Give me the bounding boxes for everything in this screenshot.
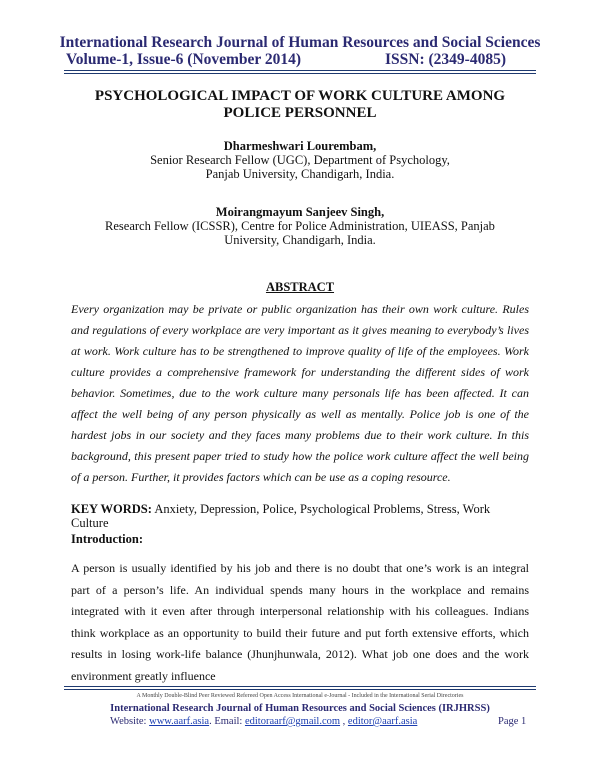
header-divider <box>64 70 536 74</box>
email-separator: , <box>340 716 348 727</box>
page-number: Page 1 <box>498 716 527 727</box>
keywords-text: Anxiety, Depression, Police, Psychological Problems, Stress, Work Culture <box>71 502 491 530</box>
email-label: . Email: <box>209 716 245 727</box>
paper-title-line-1: PSYCHOLOGICAL IMPACT OF WORK CULTURE AMONG <box>94 88 506 104</box>
paper-title-line-2: POLICE PERSONNEL <box>223 105 377 121</box>
author-name: Moirangmayum Sanjeev Singh, <box>215 205 385 219</box>
email-link-2[interactable]: editor@aarf.asia <box>347 716 418 727</box>
footer-divider <box>64 686 536 690</box>
abstract-heading: ABSTRACT <box>265 280 335 294</box>
email-link-1[interactable]: editoraarf@gmail.com <box>244 716 341 727</box>
footer-journal-title: International Research Journal of Human Resources and Social Sciences (IRJHRSS) <box>110 703 490 714</box>
issn: ISSN: (2349-4085) <box>385 51 506 68</box>
introduction-text: A person is usually identified by his job and there is no doubt that one’s work is an integral part of a person’s life. An individual spends many hours in the workplace and remains integrated with it even after through interpersonal relationship with his colleagues. Indians think workplace as an opportunity to build their future and put forth extensive efforts, which results in losing work-life balance (Jhunjhunwala, 2012). What job one does and the work environment greatly influence <box>71 561 529 683</box>
footer-contact <box>110 716 417 727</box>
author-block-1 <box>60 139 540 181</box>
website-link[interactable]: www.aarf.asia <box>149 716 210 727</box>
author-affiliation: Panjab University, Chandigarh, India. <box>205 167 395 181</box>
keywords-label: KEY WORDS: <box>71 502 152 516</box>
keywords <box>71 502 529 530</box>
paper-title <box>60 88 540 122</box>
website-label: Website: <box>110 716 150 727</box>
volume-issue: Volume-1, Issue-6 (November 2014) <box>66 51 302 68</box>
author-name: Dharmeshwari Lourembam, <box>223 139 377 153</box>
journal-header-title: International Research Journal of Human Resources and Social Sciences <box>59 34 541 51</box>
author-affiliation: Senior Research Fellow (UGC), Department of Psychology, <box>150 153 450 167</box>
introduction-heading: Introduction: <box>71 532 144 546</box>
author-affiliation: Research Fellow (ICSSR), Centre for Police Administration, UIEASS, Panjab <box>105 219 495 233</box>
author-affiliation: University, Chandigarh, India. <box>224 233 376 247</box>
footer-note: A Monthly Double-Blind Peer Reviewed Refereed Open Access International e-Journal - Included in the International Serial Directories <box>136 693 464 699</box>
abstract-text: Every organization may be private or public organization has their own work culture. Rules and regulations of every workplace are very important as it gives meaning to everybody’s lives at work. Work culture has to be strengthened to improve quality of life of the employees. Work culture provides a comprehensive framework for understanding the different sides of work behavior. Sometimes, due to the work culture many personals life has been affected. It can affect the well being of any person physically as well as mentally. Police job is one of the hardest jobs in our society and they faces many problems due to their work culture. In this background, this present paper tried to study how the police work culture affect the well being of a person. Further, it provides factors which can be use as a coping resource. <box>71 302 529 484</box>
author-block-2 <box>60 205 540 247</box>
